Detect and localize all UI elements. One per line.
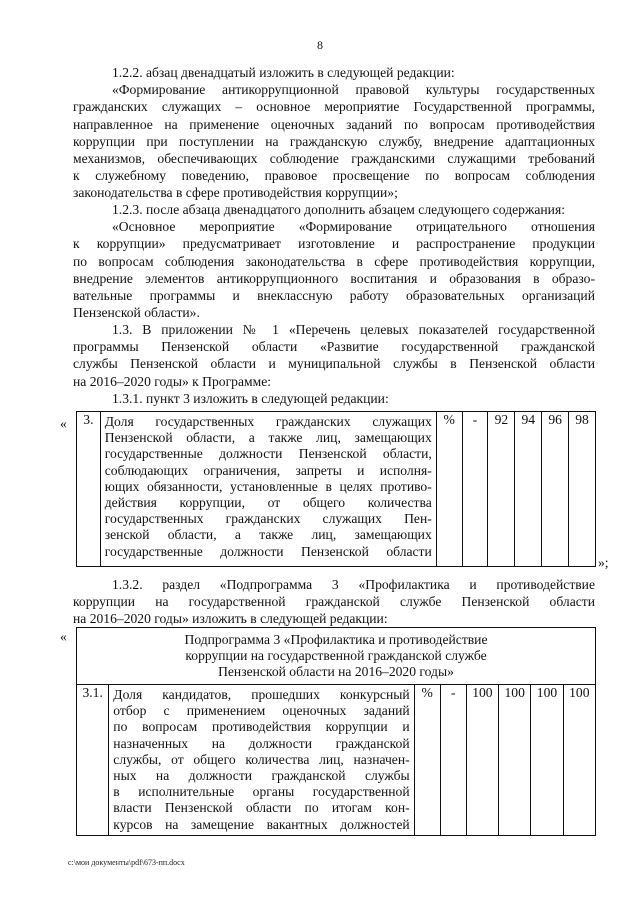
value-cell: 100	[499, 685, 531, 836]
value-cell: 100	[531, 685, 563, 836]
row-number: 3.1.	[77, 685, 109, 836]
section-1-2-3	[73, 201, 595, 321]
row-number: 3.	[77, 412, 101, 567]
value-cell: 100	[563, 685, 595, 836]
text-line: законодательства в сфере противодействия коррупции»;	[73, 185, 398, 201]
text-line: коррупции при поступлении на гражданскую службу, внедрение адаптационных	[73, 133, 595, 149]
text-line: по вопросам соблюдения законодательства в сфере противодействия коррупции,	[73, 253, 595, 269]
table-row	[77, 628, 596, 685]
text-line: вательные программы и внеклассную работу образовательных организаций	[73, 287, 595, 303]
text-line: «Формирование антикоррупционной правовой культуры государственных	[112, 82, 595, 98]
value-cell: 92	[488, 412, 515, 567]
value-cell: 98	[569, 412, 596, 567]
closing-quote: »;	[598, 555, 609, 570]
opening-quote: «	[60, 416, 67, 431]
text-line: гражданских служащих – основное мероприятие Государственной программы,	[73, 99, 595, 115]
text-line: к служебному поведению, правовое просвещение по вопросам соблюдения	[73, 168, 595, 184]
text-line: службы Пензенской области и муниципальной службы в Пензенской области	[73, 356, 595, 372]
table-row	[77, 412, 596, 567]
indicator-description: Доля кандидатов, прошедших конкурсный отбор с применением оценочных заданий по вопросам противодействия коррупции и назначенных на должности гражданской службы, от общего количества лиц, назначен- ных на должности гражданской службы в исполнительные органы государственной власти Пензенской области по итогам кон- курсов на замещение вакантных должностей	[109, 685, 414, 836]
text-line: «Основное мероприятие «Формирование отрицательного отношения	[112, 219, 595, 235]
value-cell: 96	[542, 412, 569, 567]
text-line: Пензенской области».	[73, 305, 200, 321]
base-value-cell: -	[440, 685, 466, 836]
unit-cell: %	[436, 412, 462, 567]
base-value-cell: -	[462, 412, 488, 567]
opening-quote: «	[60, 629, 67, 644]
subprogram-table	[76, 627, 596, 836]
value-cell: 94	[515, 412, 542, 567]
text-line: программы Пензенской области «Развитие государственной гражданской	[73, 339, 595, 355]
section-1-3	[73, 321, 595, 407]
subprogram-header: Подпрограмма 3 «Профилактика и противодействие коррупции на государственной гражданской службе Пензенской области на 2016–2020 годы»	[77, 628, 596, 685]
text-line: механизмов, обеспечивающих соблюдение гражданскими служащими требований	[73, 150, 595, 166]
text-line: 1.3. В приложении № 1 «Перечень целевых показателей государственной	[112, 322, 595, 337]
indicator-table-1	[76, 411, 596, 567]
text-line: на 2016–2020 годы» изложить в следующей редакции:	[73, 611, 388, 627]
text-line: 1.3.1. пункт 3 изложить в следующей редакции:	[112, 390, 389, 406]
text-line: на 2016–2020 годы» к Программе:	[73, 373, 271, 389]
text-line: 1.3.2. раздел «Подпрограмма 3 «Профилактика и противодействие	[112, 577, 595, 592]
footer-file-path: c:\мои документы\pdf\673-пп.docx	[68, 858, 185, 867]
text-line: 1.2.3. после абзаца двенадцатого дополнить абзацем следующего содержания:	[112, 202, 565, 217]
text-line: направленное на применение оценочных заданий по вопросам противодействия	[73, 116, 595, 132]
section-1-3-2	[73, 576, 595, 628]
indicator-description: Доля государственных гражданских служащих Пензенской области, а также лиц, замещающих государственные должности Пензенской области, соблюдающих ограничения, запреты и исполня- ющих обязанности, установленные в целях противо- действия коррупции, от общего количества государственных гражданских служащих Пен- зенской области, а также лиц, замещающих государственные должности Пензенской области	[100, 412, 436, 567]
table-row	[77, 685, 596, 836]
text-line: коррупции на государственной гражданской службе Пензенской области	[73, 594, 595, 610]
text-line: внедрение элементов антикоррупционного воспитания и образования в образо-	[73, 270, 595, 286]
unit-cell: %	[414, 685, 440, 836]
text-line: 1.2.2. абзац двенадцатый изложить в следующей редакции:	[112, 65, 455, 80]
page-number: 8	[317, 38, 323, 52]
section-1-2-2	[73, 64, 595, 202]
text-line: к коррупции» предусматривает изготовление и распространение продукции	[73, 236, 595, 252]
value-cell: 100	[466, 685, 498, 836]
